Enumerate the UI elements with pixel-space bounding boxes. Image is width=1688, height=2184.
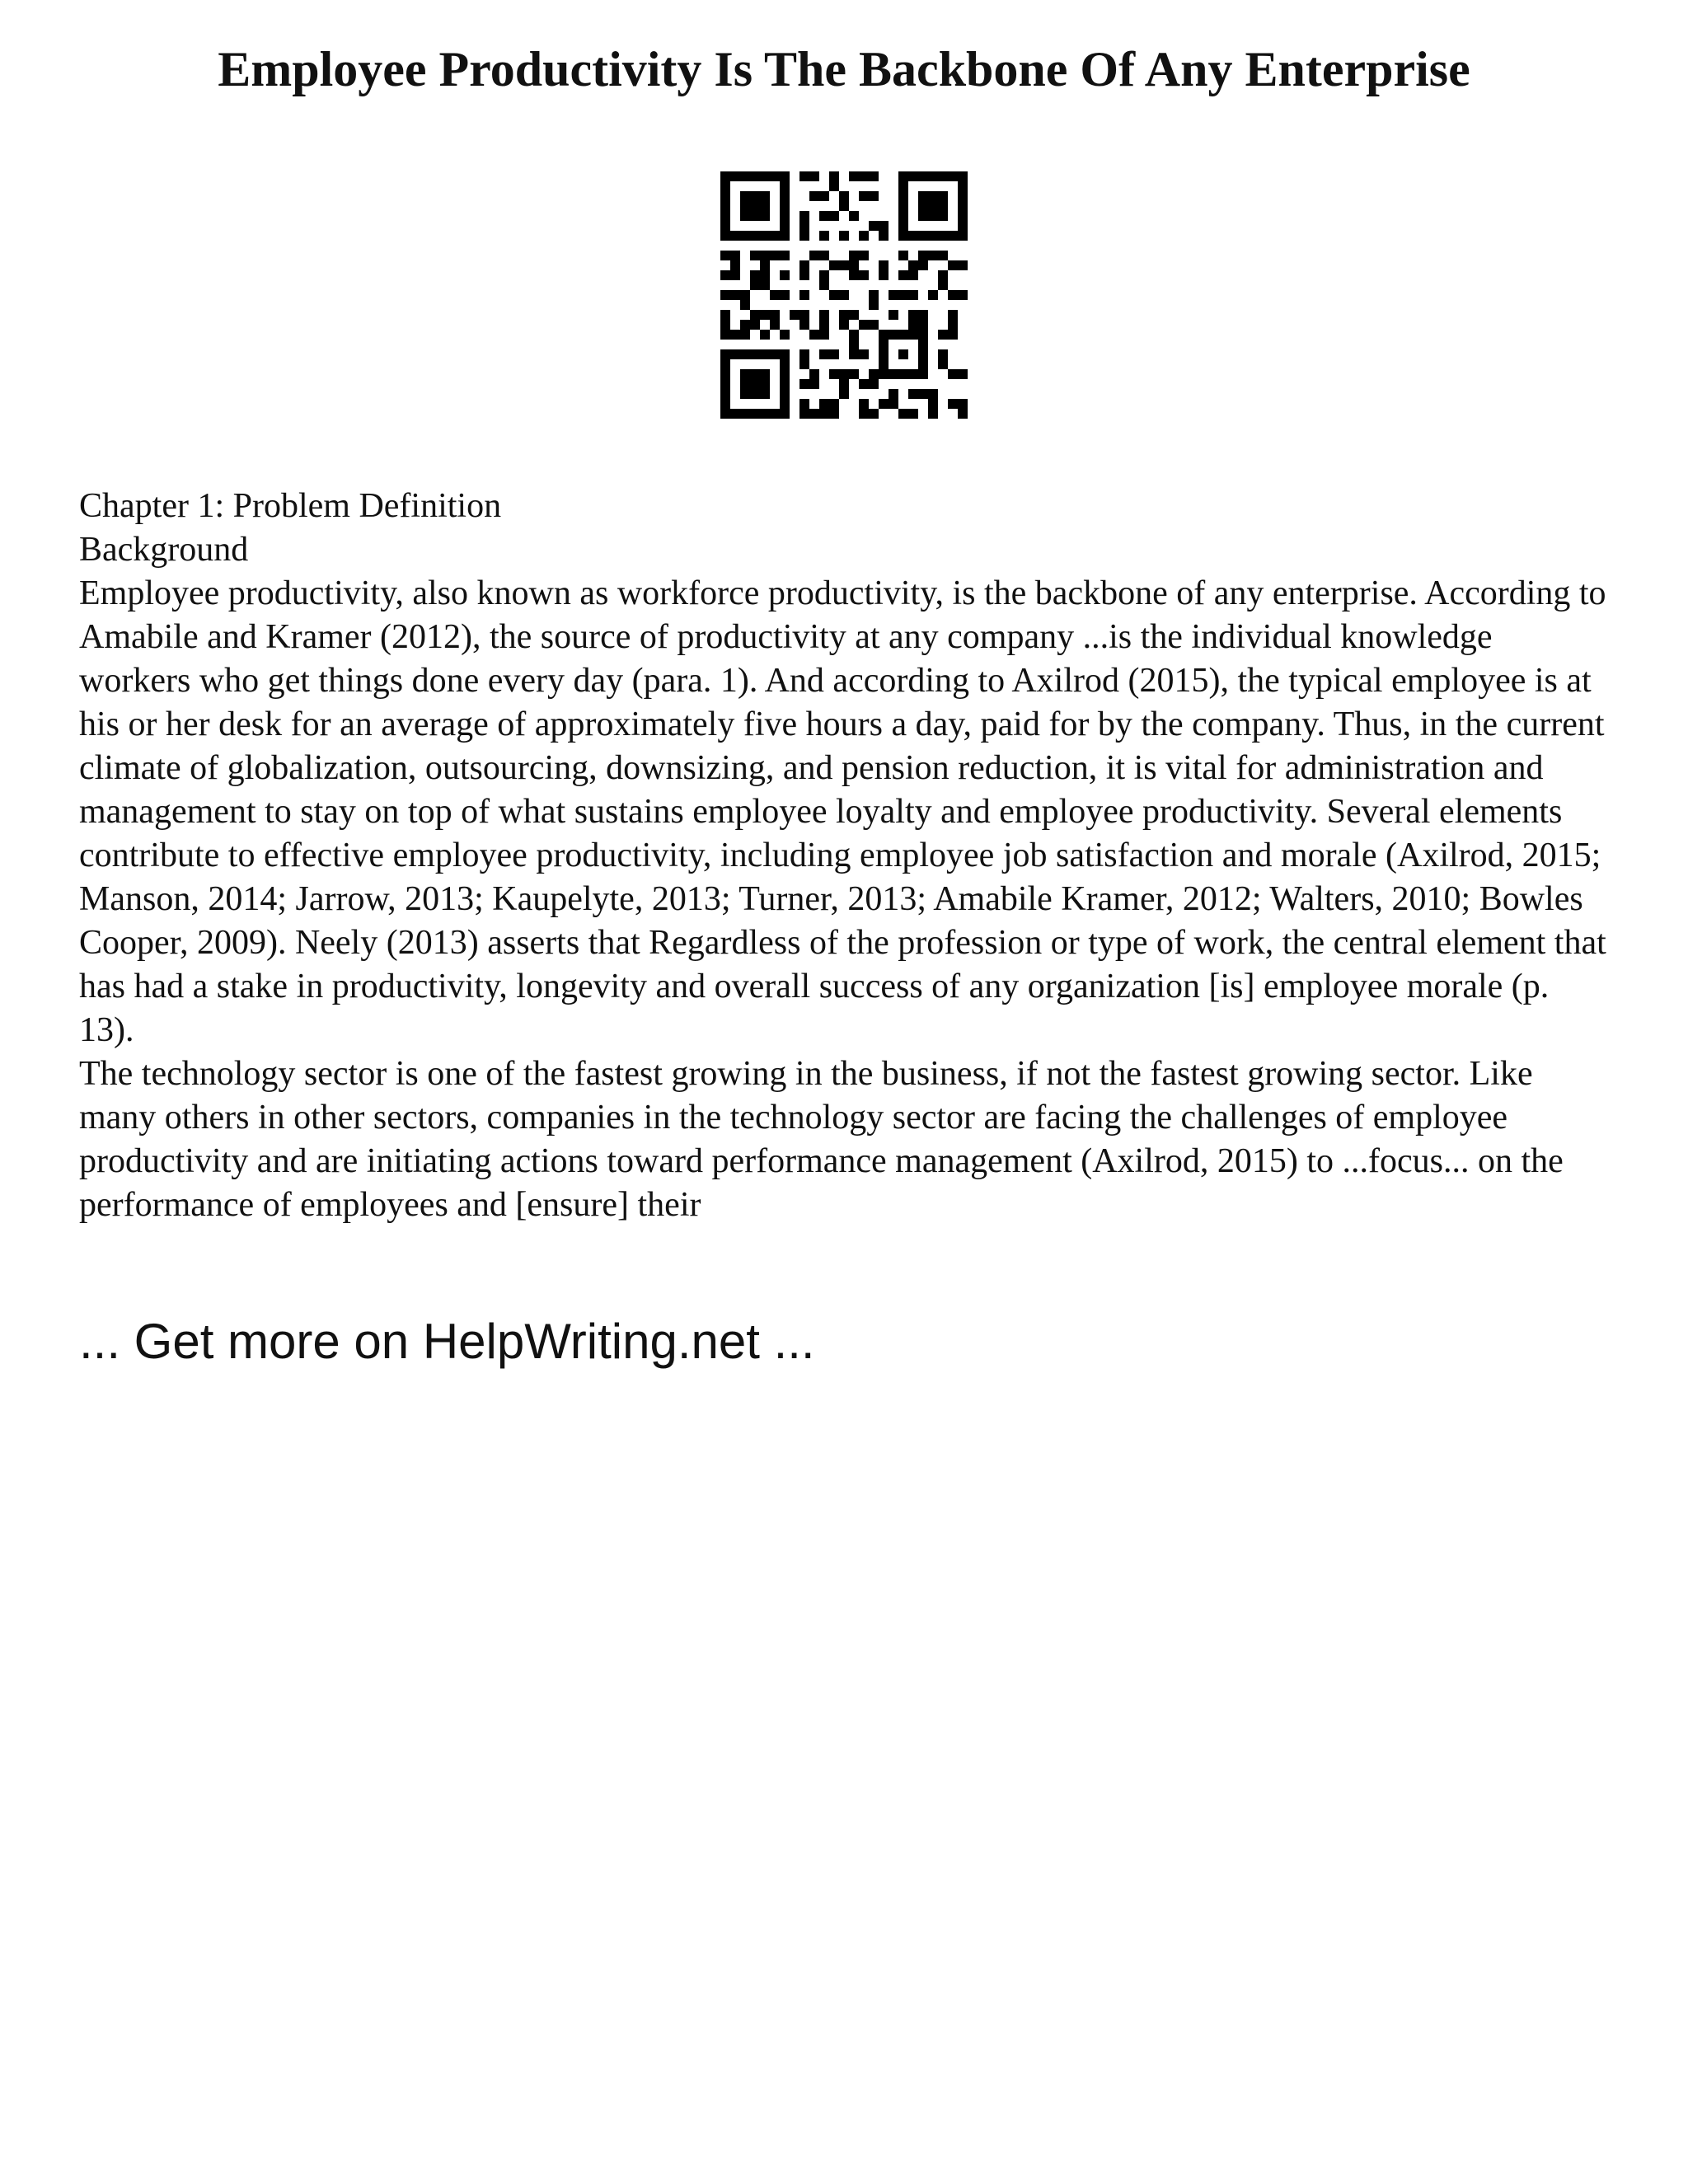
qr-code-image — [720, 171, 968, 419]
body-paragraph: The technology sector is one of the fastest growing in the business, if not the fastest growing sector. Like many others in other sectors, companies in the technology sector are facing the challenges of employee productivity and are initiating actions toward performance management (Axilrod, 2015) to ...focus... on the performance of employees and [ensure] their — [79, 1055, 1564, 1224]
qr-code-icon — [720, 171, 968, 419]
chapter-heading: Chapter 1: Problem Definition — [79, 487, 502, 525]
section-heading: Background — [79, 531, 249, 569]
page-title: Employee Productivity Is The Backbone Of Any Enterprise — [218, 42, 1470, 96]
document-body — [79, 485, 1612, 1227]
body-paragraph: Employee productivity, also known as workforce productivity, is the backbone of any enterprise. According to Amabile and Kramer (2012), the source of productivity at any company ...is the individual knowledge workers who get things done every day (para. 1). And according to Axilrod (2015), the typical employee is at his or her desk for an average of approximately five hours a day, paid for by the company. Thus, in the current climate of globalization, outsourcing, downsizing, and pension reduction, it is vital for administration and management to stay on top of what sustains employee loyalty and employee productivity. Several elements contribute to effective employee productivity, including employee job satisfaction and morale (Axilrod, 2015; Manson, 2014; Jarrow, 2013; Kaupelyte, 2013; Turner, 2013; Amabile Kramer, 2012; Walters, 2010; Bowles Cooper, 2009). Neely (2013) asserts that Regardless of the profession or type of work, the central element that has had a stake in productivity, longevity and overall success of any organization [is] employee morale (p. 13). — [79, 574, 1606, 1049]
get-more-link[interactable]: ... Get more on HelpWriting.net ... — [79, 1314, 815, 1369]
